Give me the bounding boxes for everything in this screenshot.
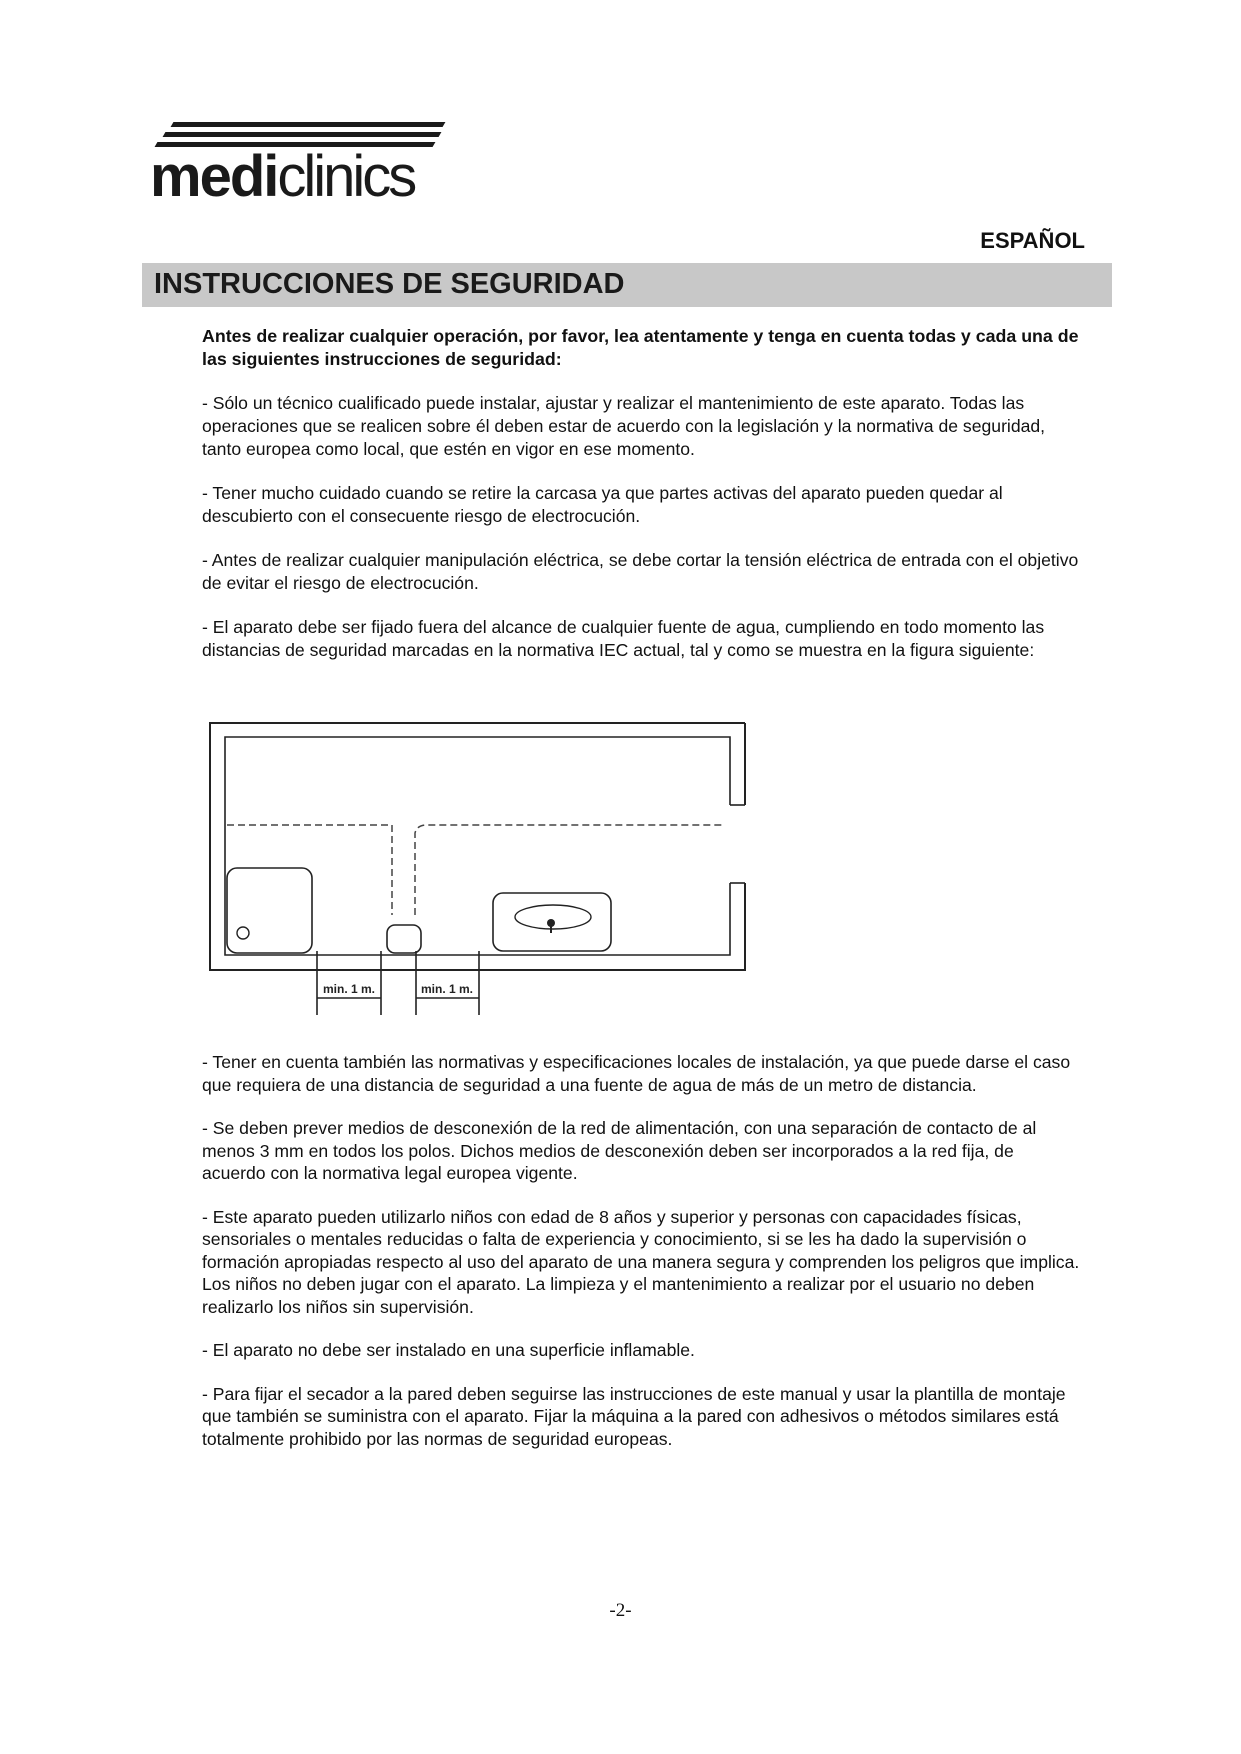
paragraph: - Tener mucho cuidado cuando se retire la carcasa ya que partes activas del aparato pueden quedar al descubierto con el consecuente riesgo de electrocución.	[202, 483, 1003, 526]
language-label: ESPAÑOL	[980, 228, 1085, 253]
page-title: INSTRUCCIONES DE SEGURIDAD	[154, 268, 625, 300]
paragraph: - Antes de realizar cualquier manipulación eléctrica, se debe cortar la tensión eléctrica de entrada con el objetivo de evitar el riesgo de electrocución.	[202, 550, 1079, 593]
shower-drain	[237, 927, 249, 939]
paragraph: - Sólo un técnico cualificado puede instalar, ajustar y realizar el mantenimiento de este aparato. Todas las operaciones que se realicen sobre él deben estar de acuerdo con la legislación y la normativa de seguridad, tanto europea como local, que estén en vigor en ese momento.	[202, 393, 1046, 459]
mediclinics-logo	[150, 118, 450, 208]
safety-instructions-bottom	[202, 1051, 1082, 1471]
label-min-1m-right: min. 1 m.	[420, 982, 474, 996]
paragraph: - El aparato no debe ser instalado en una superficie inflamable.	[202, 1340, 695, 1360]
figure-svg	[205, 715, 750, 1020]
logo-wordmark: mediclinics	[150, 144, 415, 209]
bathroom-distance-figure	[205, 715, 750, 1020]
page-number: -2-	[609, 1600, 632, 1621]
paragraph: - Tener en cuenta también las normativas y especificaciones locales de instalación, ya que puede darse el caso que requiera de una distancia de seguridad a una fuente de agua de más de un metro de distancia.	[202, 1052, 1071, 1095]
section-title-band	[142, 263, 1112, 307]
paragraph: - El aparato debe ser fijado fuera del alcance de cualquier fuente de agua, cumpliendo en todo momento las distancias de seguridad marcadas en la normativa IEC actual, tal y como se muestra en la figura siguiente:	[202, 617, 1045, 660]
paragraph: - Para fijar el secador a la pared deben seguirse las instrucciones de este manual y usar la plantilla de montaje que también se suministra con el aparato. Fijar la máquina a la pared con adhesivos o métodos similares está totalmente prohibido por las normas de seguridad europeas.	[202, 1383, 1066, 1449]
paragraph: - Este aparato pueden utilizarlo niños con edad de 8 años y superior y personas con capacidades físicas, sensoriales o mentales reducidas o falta de experiencia y conocimiento, si se les ha dado la supervisión o formación apropiadas respecto al uso del aparato de una manera segura y comprenden los peligros que implica. Los niños no deben jugar con el aparato. La limpieza y el mantenimiento a realizar por el usuario no deben realizarlo los niños sin supervisión.	[202, 1206, 1080, 1317]
label-min-1m-left: min. 1 m.	[322, 982, 376, 996]
hand-dryer	[387, 925, 421, 953]
paragraph: - Se deben prever medios de desconexión de la red de alimentación, con una separación de contacto de al menos 3 mm en todos los polos. Dichos medios de desconexión deben ser incorporados a la red fija, de acuerdo con la normativa legal europea vigente.	[202, 1118, 1037, 1183]
logo-bar-top	[171, 122, 446, 127]
safety-instructions-top	[202, 325, 1082, 683]
logo-bar-middle	[163, 132, 442, 137]
intro-text: Antes de realizar cualquier operación, por favor, lea atentamente y tenga en cuenta todas y cada una de las siguientes instrucciones de seguridad:	[202, 326, 1079, 369]
shower-tray	[227, 868, 312, 953]
